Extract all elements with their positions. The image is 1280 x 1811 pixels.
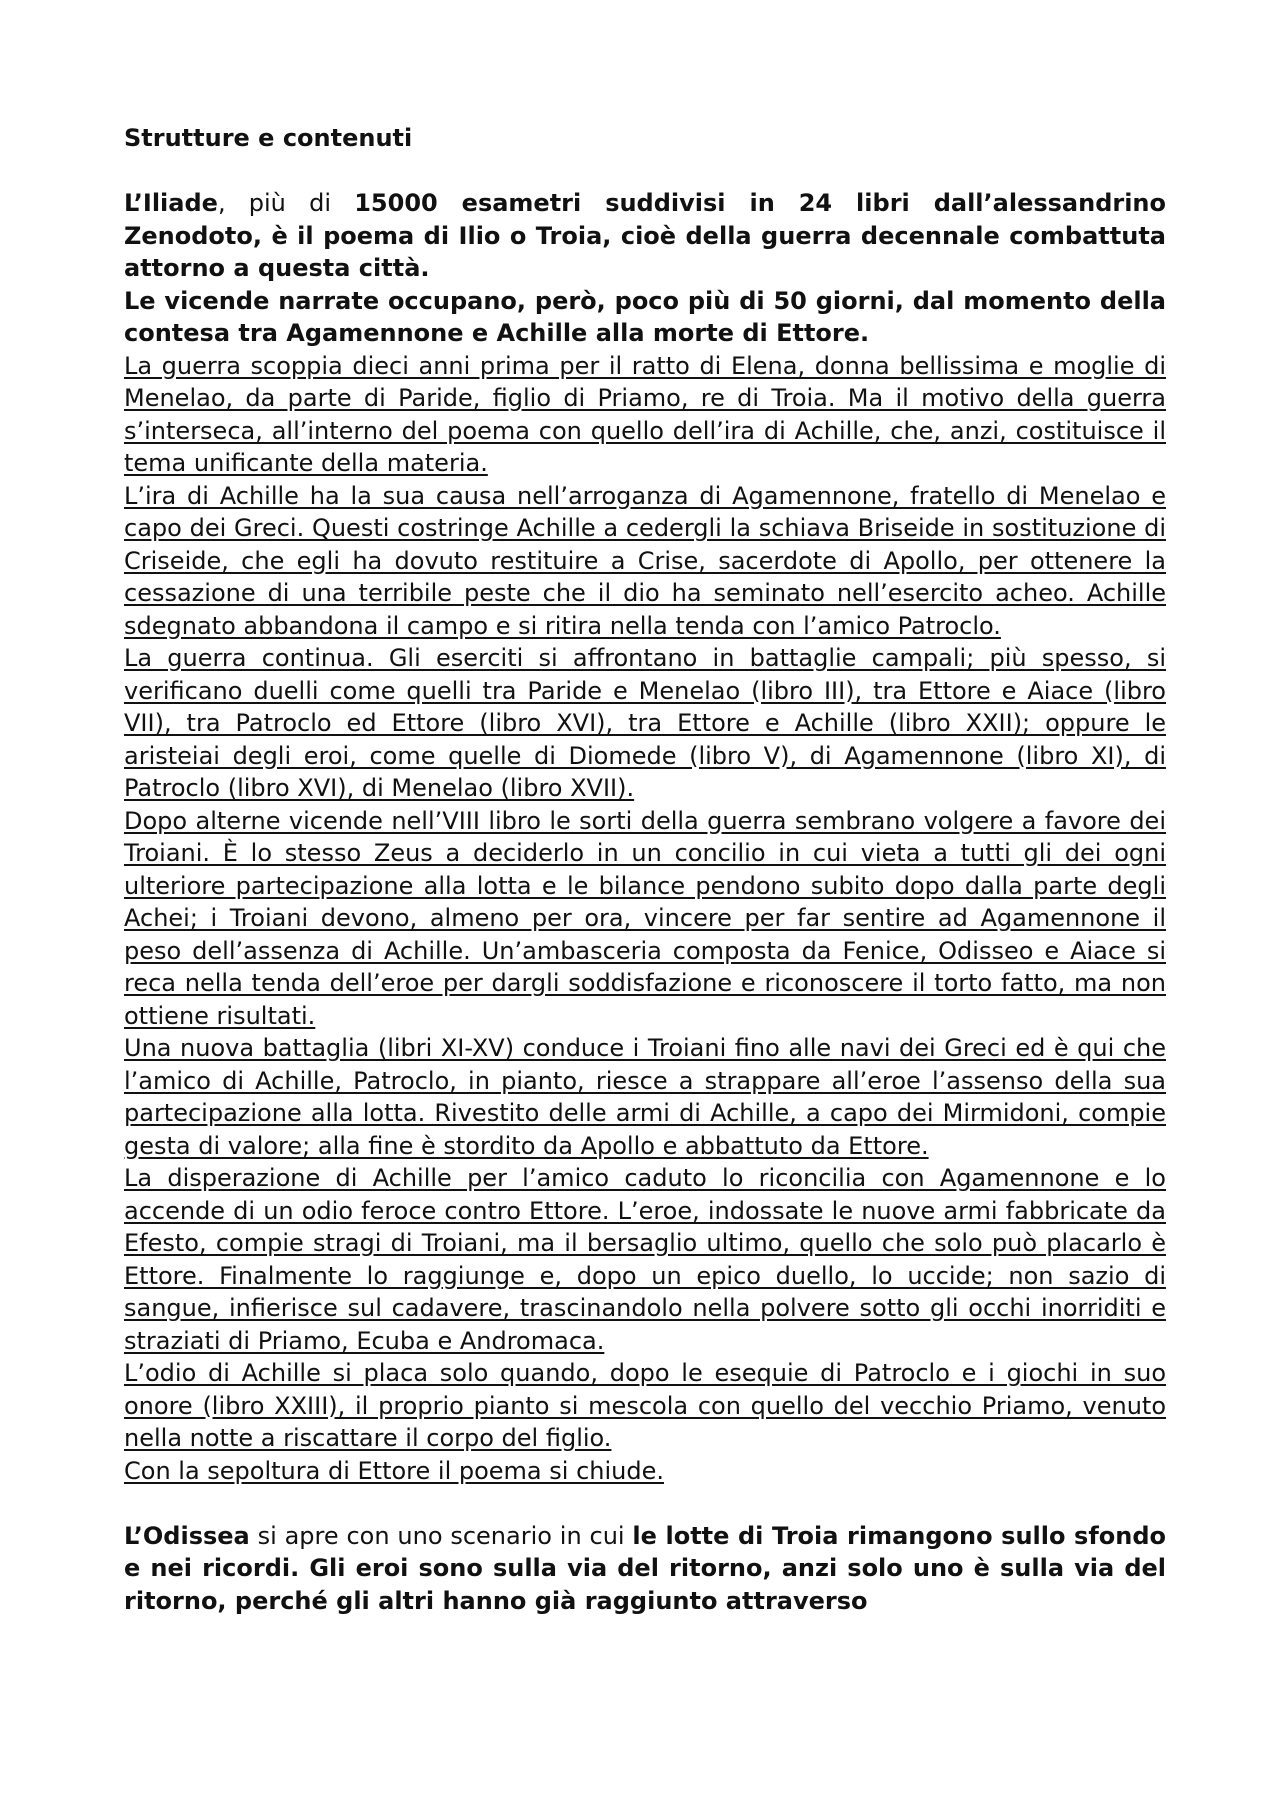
paragraph-odio-placato: L’odio di Achille si placa solo quando, dopo le esequie di Patroclo e i giochi in suo onore (libro XXIII), il proprio pianto si mescola con quello del vecchio Priamo, venuto nella notte a riscattare il corpo del figlio. xyxy=(124,1359,1166,1452)
odissea-intro-bold: le lotte di Troia rimangono sullo sfondo e nei ricordi. Gli eroi sono sulla via del ritorno, anzi solo uno è sulla via del ritorno, perché gli altri hanno già raggiunto attraverso xyxy=(124,1521,1167,1615)
paragraph-favore-troiani: Dopo alterne vicende nell’VIII libro le sorti della guerra sembrano volgere a favore dei Troiani. È lo stesso Zeus a deciderlo in un concilio in cui vieta a tutti gli dei ogni ulteriore partecipazione alla lotta e le bilance pendono subito dopo dalla parte degli Achei; i Troiani devono, almeno per ora, vincere per far sentire ad Agamennone il peso dell’assenza di Achille. Un’ambasceria composta da Fenice, Odisseo e Aiace si reca nella tenda dell’eroe per dargli soddisfazione e riconoscere il torto fatto, ma non ottiene risultati. xyxy=(124,806,1166,1030)
document-page xyxy=(124,122,1166,1617)
odissea-term: L’Odissea xyxy=(124,1521,250,1550)
iliade-term: L’Iliade xyxy=(124,189,218,217)
iliade-intro-text: , più di xyxy=(217,189,355,217)
paragraph-ira-achille: L’ira di Achille ha la sua causa nell’arroganza di Agamennone, fratello di Menelao e capo dei Greci. Questi costringe Achille a cedergli la schiava Briseide in sostituzione di Criseide, che egli ha dovuto restituire a Crise, sacerdote di Apollo, per ottenere la cessazione di una terribile peste che il dio ha seminato nell’esercito acheo. Achille sdegnato abbandona il campo e si ritira nella tenda con l’amico Patroclo. xyxy=(124,481,1166,640)
paragraph-sepoltura: Con la sepoltura di Ettore il poema si chiude. xyxy=(124,1456,664,1485)
odissea-intro-text: si apre con uno scenario in cui xyxy=(249,1521,633,1550)
iliade-intro-bold: 15000 esametri suddivisi in 24 libri dall’alessandrino Zenodoto, è il poema di Ilio o Troia, cioè della guerra decennale combattuta attorno a questa città. xyxy=(124,189,1167,282)
paragraph-guerra-continua: La guerra continua. Gli eserciti si affrontano in battaglie campali; più spesso, si verificano duelli come quelli tra Paride e Menelao (libro III), tra Ettore e Aiace (libro VII), tra Patroclo ed Ettore (libro XVI), tra Ettore e Achille (libro XXII); oppure le aristeiai degli eroi, come quelle di Diomede (libro V), di Agamennone (libro XI), di Patroclo (libro XVI), di Menelao (libro XVII). xyxy=(124,644,1166,802)
paragraph-nuova-battaglia: Una nuova battaglia (libri XI-XV) conduce i Troiani fino alle navi dei Greci ed è qui che l’amico di Achille, Patroclo, in pianto, riesce a strappare all’eroe l’assenso della sua partecipazione alla lotta. Rivestito delle armi di Achille, a capo dei Mirmidoni, compie gesta di valore; alla fine è stordito da Apollo e abbattuto da Ettore. xyxy=(124,1034,1166,1160)
paragraph-disperazione-achille: La disperazione di Achille per l’amico caduto lo riconcilia con Agamennone e lo accende di un odio feroce contro Ettore. L’eroe, indossate le nuove armi fabbricate da Efesto, compie stragi di Troiani, ma il bersaglio ultimo, quello che solo può placarlo è Ettore. Finalmente lo raggiunge e, dopo un epico duello, lo uccide; non sazio di sangue, infierisce sul cadavere, trascinandolo nella polvere sotto gli occhi inorriditi e straziati di Priamo, Ecuba e Andromaca. xyxy=(124,1164,1166,1355)
section-title: Strutture e contenuti xyxy=(124,124,413,152)
iliade-summary: Le vicende narrate occupano, però, poco più di 50 giorni, dal momento della contesa tra Agamennone e Achille alla morte di Ettore. xyxy=(124,286,1166,347)
paragraph-ratto-elena: La guerra scoppia dieci anni prima per il ratto di Elena, donna bellissima e moglie di Menelao, da parte di Paride, figlio di Priamo, re di Troia. Ma il motivo della guerra s’interseca, all’interno del poema con quello dell’ira di Achille, che, anzi, costituisce il tema unificante della materia. xyxy=(124,351,1166,477)
iliade-intro xyxy=(124,187,1166,285)
odissea-intro xyxy=(124,1520,1166,1618)
